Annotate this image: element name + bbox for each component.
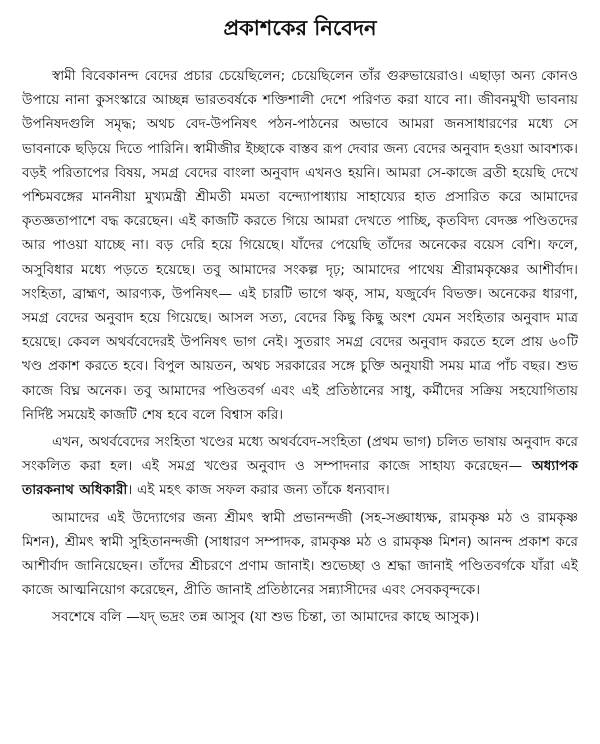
paragraph-intro: স্বামী বিবেকানন্দ বেদের প্রচার চেয়েছিলেন; চেয়েছিলেন তাঁর গুরুভায়েরাও। এছাড়া অন্য কোনও উপায়ে নানা কুসংস্কারে আচ্ছন্ন ভারতবর্ষকে শক্তিশালী দেশে পরিণত করা যাবে না। জীবনমুখী ভাবনায় উপনিষদগুলি সমৃদ্ধ; অথচ বেদ-উপনিষৎ পঠন-পাঠনের অভাবে আমরা জনসাধারণের মধ্যে সে ভাবনাকে ছড়িয়ে দিতে পারিনি। স্বামীজীর ইচ্ছাকে বাস্তব রূপ দেবার জন্য বেদের অনুবাদ হওয়া আবশ্যক। বড়ই পরিতাপের বিষয়, সমগ্র বেদের বাংলা অনুবাদ এখনও হয়নি। আমরা সে-কাজে ব্রতী হয়েছি দেখে পশ্চিমবঙ্গের মাননীয়া মুখ্যমন্ত্রী শ্রীমতী মমতা বন্দ্যোপাধ্যায় সাহায্যের হাত প্রসারিত করে আমাদের কৃতজ্ঞতাপাশে বদ্ধ করেছেন। এই কাজটি করতে গিয়ে আমরা দেখতে পাচ্ছি, কৃতবিদ্য বেদজ্ঞ পণ্ডিতদের আর পাওয়া যাচ্ছে না। বড় দেরি হয়ে গিয়েছে। যাঁদের পেয়েছি তাঁদের অনেকের বয়েস বেশি। ফলে, অসুবিধার মধ্যে পড়তে হয়েছে। তবু আমাদের সংকল্প দৃঢ়; আমাদের পাথেয় শ্রীরামকৃষ্ণের আশীর্বাদ। সংহিতা, ব্রাহ্মণ, আরণ্যক, উপনিষৎ— এই চারটি ভাগে ঋক্, সাম, যজুর্বেদ বিভক্ত। অনেকের ধারণা, সমগ্র বেদের অনুবাদ হয়ে গিয়েছে। আসল সত্য, বেদের কিছু কিছু অংশ যেমন সংহিতার অনুবাদ মাত্র হয়েছে। কেবল অথর্ববেদেরই উপনিষৎ ভাগ নেই। সুতরাং সমগ্র বেদের অনুবাদ করতে হলে প্রায় ৬০টি খণ্ড প্রকাশ করতে হবে। বিপুল আয়তন, অথচ সরকারের সঙ্গে চুক্তি অনুযায়ী সময় মাত্র পাঁচ বছর। শুভ কাজে বিঘ্ন অনেক। তবু আমাদের পণ্ডিতবর্গ এবং এই প্রতিষ্ঠানের সাধু, কর্মীদের সক্রিয় সহযোগিতায় নির্দিষ্ট সময়েই কাজটি শেষ হবে বলে বিশ্বাস করি। (22, 68, 578, 423)
document-title: প্রকাশকের নিবেদন (223, 16, 377, 40)
paragraph-acknowledgement-lead: এখন, অথর্ববেদের সংহিতা খণ্ডের মধ্যে অথর্ববেদ-সংহিতা (প্রথম ভাগ) চলিত ভাষায় অনুবাদ করে সংকলিত করা হল। এই সমগ্র খণ্ডের অনুবাদ ও সম্পাদনার কাজে সাহায্য করেছেন— (22, 434, 578, 475)
paragraph-acknowledgement-tail: । এই মহৎ কাজ সফল করার জন্য তাঁকে ধন্যবাদ। (127, 482, 390, 499)
paragraph-acknowledgement (22, 430, 578, 503)
paragraph-blessings: আমাদের এই উদ্যোগের জন্য শ্রীমৎ স্বামী প্রভানন্দজী (সহ-সঙ্ঘাধ্যক্ষ, রামকৃষ্ণ মঠ ও রামকৃষ্ণ মিশন), শ্রীমৎ স্বামী সুহিতানন্দজী (সাধারণ সম্পাদক, রামকৃষ্ণ মঠ ও রামকৃষ্ণ মিশন) আনন্দ প্রকাশ করে আশীর্বাদ জানিয়েছেন। তাঁদের শ্রীচরণে প্রণাম জানাই। শুভেচ্ছা ও শ্রদ্ধা জানাই পণ্ডিতবর্গকে যাঁরা এই কাজে আত্মনিয়োগ করেছেন, প্রীতি জানাই প্রতিষ্ঠানের সন্ন্যাসীদের এবং সেবকবৃন্দকে। (22, 509, 578, 599)
translator-name: অধ্যাপক তারকনাথ অধিকারী (22, 458, 578, 499)
paragraph-closing: সবশেষে বলি —যদ্ ভদ্রং তন্ন আসুব (যা শুভ চিন্তা, তা আমাদের কাছে আসুক)। (52, 609, 480, 626)
